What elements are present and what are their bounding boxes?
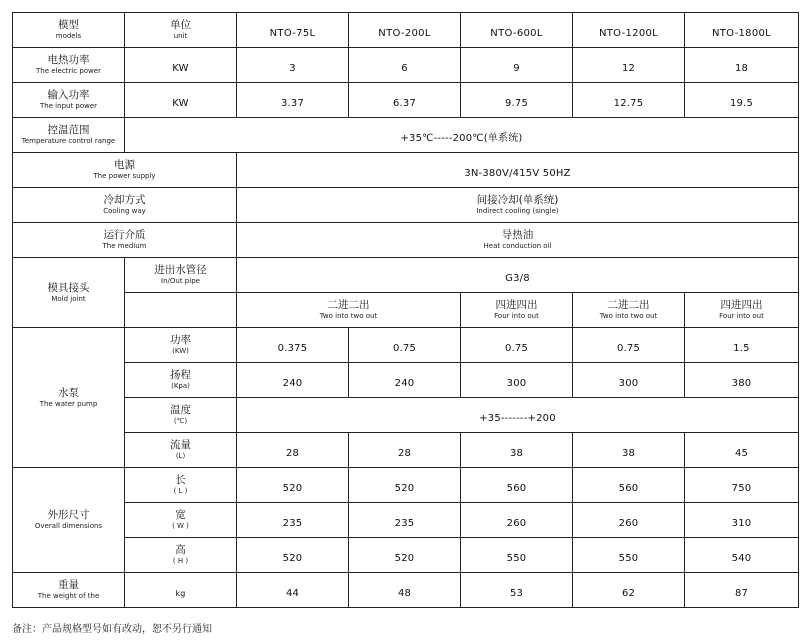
cell-value: 380 [731, 377, 752, 389]
value-cell [685, 503, 799, 538]
table-row [13, 83, 799, 118]
cell-value: 3 [289, 62, 296, 74]
cell-value: 38 [509, 447, 524, 459]
label-dimensions [13, 468, 125, 573]
table-row [13, 573, 799, 608]
cell-value: 235 [282, 517, 303, 529]
label-zh: 进出水管径 [154, 264, 207, 276]
label-en: Two into two out [319, 312, 378, 320]
joint-config [237, 293, 461, 328]
label-zh: 重量 [58, 579, 79, 591]
value-cell [237, 48, 349, 83]
label-en: The input power [39, 102, 98, 110]
label-en: ( L ) [173, 487, 188, 495]
cell-value: KW [172, 62, 189, 74]
table-row [13, 328, 799, 363]
value-cell [237, 573, 349, 608]
joint-config [685, 293, 799, 328]
table-row [13, 48, 799, 83]
label-weight [13, 573, 125, 608]
value-cell [461, 328, 573, 363]
table-row [13, 503, 799, 538]
label-input-power [13, 83, 125, 118]
cell-value: 87 [734, 587, 749, 599]
label-zh: 电热功率 [47, 54, 90, 66]
label-en: The water pump [39, 399, 98, 408]
value-cell [461, 503, 573, 538]
unit-cell [125, 573, 237, 608]
label-en: (Kpa) [171, 382, 190, 390]
cell-value: 260 [618, 517, 639, 529]
label-en: unit [173, 32, 188, 40]
model-header [685, 13, 799, 48]
pipe-value [237, 258, 799, 293]
cell-value: 28 [397, 447, 412, 459]
value-cell [349, 433, 461, 468]
label-mold-joint [13, 258, 125, 328]
value-cell [573, 433, 685, 468]
label-en: ( H ) [172, 557, 189, 565]
label-zh: 二进二出 [607, 299, 650, 311]
label-temp-range [13, 118, 125, 153]
label-model [13, 13, 125, 48]
value-cell [685, 48, 799, 83]
table-row [13, 188, 799, 223]
table-row [13, 433, 799, 468]
value-cell [573, 538, 685, 573]
value-cell [573, 363, 685, 398]
cell-value: 750 [731, 482, 752, 494]
label-zh: 输入功率 [47, 89, 90, 101]
pump-temp-value [237, 398, 799, 433]
label-zh: 长 [175, 474, 186, 486]
table-row [13, 258, 799, 293]
label-pump-head [125, 363, 237, 398]
label-water-pump [13, 328, 125, 468]
value-cell [349, 363, 461, 398]
cell-value: 260 [506, 517, 527, 529]
cell-value: 235 [394, 517, 415, 529]
model-header [461, 13, 573, 48]
label-zh: 温度 [170, 404, 191, 416]
cell-value: 19.5 [729, 97, 754, 109]
cell-value: 540 [731, 552, 752, 564]
label-zh: 高 [175, 544, 186, 556]
label-en: Cooling way [103, 207, 146, 215]
cell-value: 28 [285, 447, 300, 459]
label-pump-flow [125, 433, 237, 468]
cell-value: 240 [394, 377, 415, 389]
cell-value: 62 [621, 587, 636, 599]
value-cell [685, 363, 799, 398]
model-header [237, 13, 349, 48]
model-name: NTO-200L [378, 27, 431, 39]
cell-value: 520 [282, 552, 303, 564]
table-row [13, 398, 799, 433]
cell-value: G3/8 [505, 272, 530, 284]
cell-value: KW [172, 97, 189, 109]
label-en: Two into two out [599, 312, 658, 320]
cell-value: 520 [394, 482, 415, 494]
value-cell [573, 468, 685, 503]
label-zh: 间接冷却(单系统) [476, 194, 559, 206]
label-pump-temp [125, 398, 237, 433]
value-cell [237, 83, 349, 118]
cell-value: 560 [618, 482, 639, 494]
value-cell [349, 328, 461, 363]
value-cell [349, 503, 461, 538]
label-height [125, 538, 237, 573]
label-zh: 四进四出 [720, 299, 763, 311]
label-zh: 模型 [58, 19, 79, 31]
value-cell [461, 433, 573, 468]
value-cell [573, 328, 685, 363]
cell-value: 0.75 [392, 342, 417, 354]
cell-value: +35-------+200 [479, 412, 556, 424]
cell-value: 0.75 [616, 342, 641, 354]
label-en: Indirect cooling (single) [476, 207, 559, 215]
label-zh: 外形尺寸 [47, 509, 90, 521]
value-cell [461, 83, 573, 118]
value-cell [461, 363, 573, 398]
table-row [13, 118, 799, 153]
label-en: Four into out [719, 312, 764, 320]
cell-value: 1.5 [733, 342, 750, 354]
cell-value: 520 [394, 552, 415, 564]
table-row [13, 293, 799, 328]
label-en: The weight of the [37, 592, 100, 600]
cell-value: 550 [618, 552, 639, 564]
label-en: Mold joint [51, 294, 86, 303]
label-zh: 流量 [170, 439, 191, 451]
cell-value: 310 [731, 517, 752, 529]
medium-value [237, 223, 799, 258]
label-zh: 控温范围 [47, 124, 90, 136]
value-cell [685, 83, 799, 118]
model-name: NTO-1200L [598, 27, 659, 39]
cooling-value [237, 188, 799, 223]
cell-value: 12.75 [613, 97, 644, 109]
value-cell [685, 573, 799, 608]
cell-value: 44 [285, 587, 300, 599]
model-name: NTO-75L [269, 27, 316, 39]
cell-value: 18 [734, 62, 749, 74]
label-en: (KW) [172, 347, 189, 355]
temp-range-value [125, 118, 799, 153]
unit-cell [125, 83, 237, 118]
table-row [13, 468, 799, 503]
cell-value: 240 [282, 377, 303, 389]
cell-value: 6.37 [392, 97, 417, 109]
label-en: (℃) [173, 417, 188, 425]
model-header [573, 13, 685, 48]
label-zh: 二进二出 [327, 299, 370, 311]
value-cell [349, 468, 461, 503]
empty-cell [125, 293, 237, 328]
model-header [349, 13, 461, 48]
unit-cell [125, 48, 237, 83]
cell-value: 3N-380V/415V 50HZ [464, 167, 571, 179]
label-electric-power [13, 48, 125, 83]
table-row [13, 153, 799, 188]
label-en: Four into out [494, 312, 539, 320]
spec-table [12, 12, 799, 608]
table-row [13, 363, 799, 398]
value-cell [237, 433, 349, 468]
label-zh: 单位 [170, 19, 191, 31]
footnote: 备注：产品规格型号如有改动，恕不另行通知 [12, 624, 212, 635]
table-row [13, 223, 799, 258]
value-cell [573, 83, 685, 118]
label-en: In/Out pipe [161, 277, 200, 285]
cell-value: 550 [506, 552, 527, 564]
label-en: Overall dimensions [34, 522, 103, 530]
cell-value: +35℃-----200℃(单系统) [400, 132, 523, 144]
label-unit [125, 13, 237, 48]
label-cooling [13, 188, 237, 223]
label-power-supply [13, 153, 237, 188]
value-cell [237, 503, 349, 538]
value-cell [237, 328, 349, 363]
label-zh: 运行介质 [103, 229, 146, 241]
cell-value: 38 [621, 447, 636, 459]
label-en: Temperature control range [21, 137, 116, 145]
label-zh: 电源 [114, 159, 135, 171]
value-cell [685, 433, 799, 468]
cell-value: 3.37 [280, 97, 305, 109]
cell-value: 300 [618, 377, 639, 389]
cell-value: 12 [621, 62, 636, 74]
value-cell [237, 468, 349, 503]
value-cell [573, 48, 685, 83]
joint-config [461, 293, 573, 328]
cell-value: 0.75 [504, 342, 529, 354]
label-zh: 模具接头 [47, 281, 90, 294]
value-cell [349, 538, 461, 573]
model-name: NTO-1800L [711, 27, 772, 39]
value-cell [573, 503, 685, 538]
cell-value: 520 [282, 482, 303, 494]
label-zh: 冷却方式 [103, 194, 146, 206]
value-cell [461, 468, 573, 503]
cell-value: 300 [506, 377, 527, 389]
cell-value: 9.75 [504, 97, 529, 109]
cell-value: 45 [734, 447, 749, 459]
label-en: ( W ) [172, 522, 189, 530]
cell-value: 48 [397, 587, 412, 599]
label-en: (L) [175, 452, 186, 460]
joint-config [573, 293, 685, 328]
label-zh: 导热油 [501, 229, 534, 241]
label-length [125, 468, 237, 503]
value-cell [237, 538, 349, 573]
label-medium [13, 223, 237, 258]
cell-value: 6 [401, 62, 408, 74]
value-cell [461, 573, 573, 608]
label-pipe [125, 258, 237, 293]
value-cell [685, 328, 799, 363]
cell-value: 0.375 [277, 342, 308, 354]
label-zh: 宽 [175, 509, 186, 521]
cell-value: 53 [509, 587, 524, 599]
value-cell [685, 468, 799, 503]
table-row [13, 13, 799, 48]
cell-value: 9 [513, 62, 520, 74]
label-zh: 扬程 [170, 369, 191, 381]
label-en: The electric power [36, 67, 101, 75]
cell-value: kg [175, 588, 186, 598]
value-cell [237, 363, 349, 398]
value-cell [349, 573, 461, 608]
label-width [125, 503, 237, 538]
value-cell [685, 538, 799, 573]
value-cell [349, 48, 461, 83]
label-zh: 水泵 [58, 386, 79, 399]
label-en: models [55, 32, 82, 40]
value-cell [461, 538, 573, 573]
table-row [13, 538, 799, 573]
value-cell [461, 48, 573, 83]
label-zh: 四进四出 [495, 299, 538, 311]
label-en: The power supply [93, 172, 156, 180]
label-en: Heat conduction oil [483, 242, 552, 250]
power-supply-value [237, 153, 799, 188]
cell-value: 560 [506, 482, 527, 494]
label-pump-power [125, 328, 237, 363]
value-cell [573, 573, 685, 608]
label-en: The medium [102, 242, 147, 250]
model-name: NTO-600L [490, 27, 543, 39]
value-cell [349, 83, 461, 118]
label-zh: 功率 [170, 334, 191, 346]
